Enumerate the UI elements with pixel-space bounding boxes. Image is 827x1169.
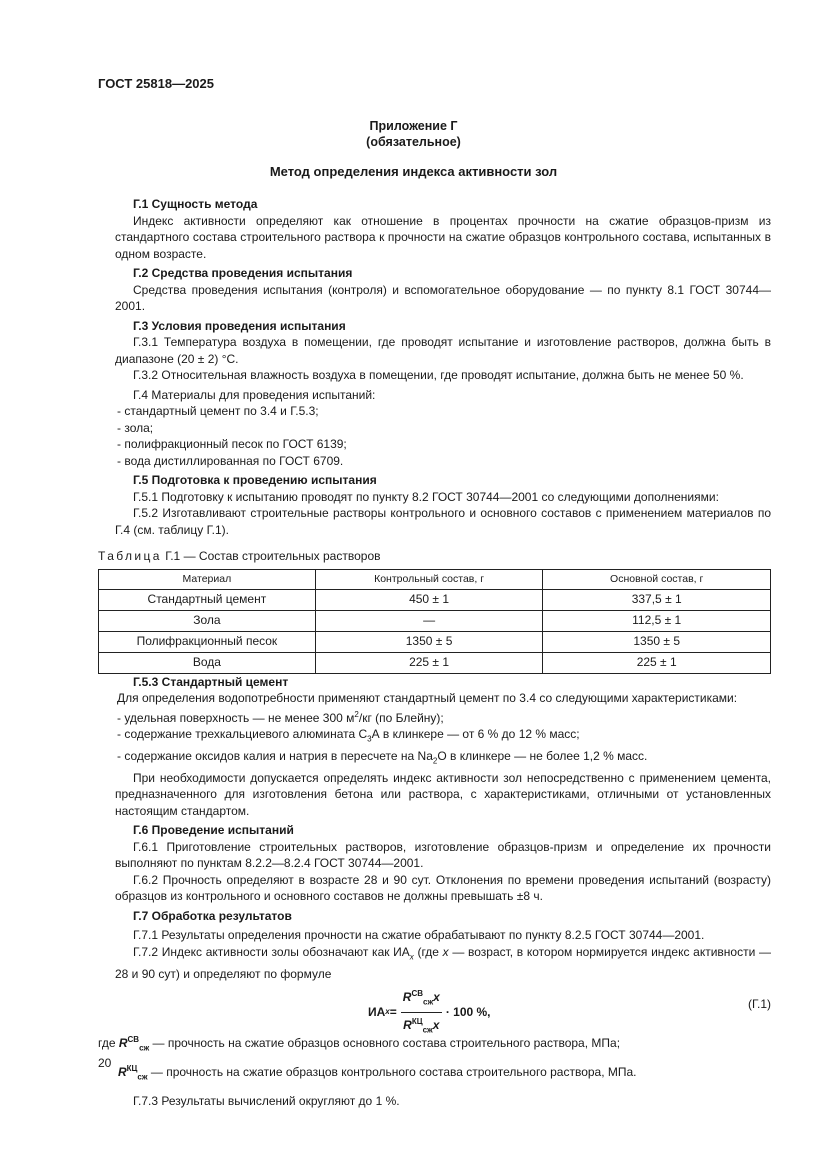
table-row bbox=[99, 610, 771, 631]
list-item: - стандартный цемент по 3.4 и Г.5.3; bbox=[117, 404, 319, 418]
page-number: 20 bbox=[98, 1056, 112, 1070]
formula-fraction: $\frac{R^{СВ}_{сж}x}{R^{КЦ}_{сж}x}$ bbox=[401, 986, 442, 1039]
list-item: - зола; bbox=[117, 420, 154, 435]
paragraph: Г.3.2 Относительная влажность воздуха в помещении, где проводят испытание, должна быть не менее 50 %. bbox=[133, 368, 744, 382]
list-item: - удельная поверхность — не менее 300 $м^2/кг$ (по Блейну); bbox=[117, 709, 444, 725]
table-row bbox=[99, 631, 771, 652]
table-header-cell: Основной состав, г bbox=[543, 569, 771, 589]
appendix-title: Приложение Г bbox=[369, 119, 458, 133]
variable-definition: $R^{КЦ}_{сж}$ — прочность на сжатие образцов контрольного состава строительного раствора, МПа. bbox=[118, 1063, 637, 1081]
formula-block bbox=[115, 982, 771, 1035]
table-cell: 225 ± 1 bbox=[543, 652, 771, 673]
paragraph: Г.3.1 Температура воздуха в помещении, где проводят испытание и изготовление растворов, должна быть в диапазоне (20 ± 2) °С. bbox=[115, 335, 771, 366]
table-caption-word: Таблица bbox=[98, 549, 162, 563]
table-header-cell: Контрольный состав, г bbox=[315, 569, 543, 589]
table-row bbox=[99, 652, 771, 673]
appendix-note: (обязательное) bbox=[366, 135, 461, 149]
section-heading: Г.7 Обработка результатов bbox=[133, 908, 292, 923]
formula: ИА x = $\frac{R^{СВ}_{сж}x}{R^{КЦ}_{сж}x}$ · 100 %, bbox=[368, 986, 491, 1039]
table-cell: 337,5 ± 1 bbox=[543, 589, 771, 610]
table-cell: Полифракционный песок bbox=[99, 631, 316, 652]
table-cell: 1350 ± 5 bbox=[543, 631, 771, 652]
paragraph: Г.7.3 Результаты вычислений округляют до 1 %. bbox=[133, 1093, 400, 1108]
main-title: Метод определения индекса активности зол bbox=[269, 164, 558, 179]
table-cell: Стандартный цемент bbox=[99, 589, 316, 610]
variable-definition: где $R^{СВ}_{сж}$ — прочность на сжатие образцов основного состава строительного раствора, МПа; bbox=[98, 1035, 621, 1053]
formula-number: (Г.1) bbox=[747, 997, 771, 1012]
paragraph: Средства проведения испытания (контроля) и вспомогательное оборудование — по пункту 8.1 ГОСТ 30744—2001. bbox=[115, 282, 771, 313]
table-cell: 112,5 ± 1 bbox=[543, 610, 771, 631]
paragraph: Г.7.2 Индекс активности золы обозначают как $ИА_x$ (где x — возраст, в котором нормируется индекс активности — 28 и 90 сут) и определяют по формуле bbox=[115, 944, 771, 981]
table-cell: — bbox=[315, 610, 543, 631]
list-item: - содержание трехкальциевого алюмината $С_3А$ в клинкере — от 6 % до 12 % масс; bbox=[117, 727, 580, 744]
list-item: - вода дистиллированная по ГОСТ 6709. bbox=[117, 453, 344, 468]
paragraph: Для определения водопотребности применяют стандартный цемент по 3.4 со следующими характеристиками: bbox=[117, 691, 738, 705]
paragraph: При необходимости допускается определять индекс активности зол непосредственно с применением цемента, предназначенного для изготовления бетона или раствора, с характеристиками, отличными от установленных настоящим стандартом. bbox=[115, 770, 771, 818]
section-heading: Г.5.3 Стандартный цемент bbox=[133, 674, 289, 689]
section-heading: Г.1 Сущность метода bbox=[133, 197, 258, 211]
section-heading: Г.2 Средства проведения испытания bbox=[133, 266, 353, 280]
paragraph: Г.5.1 Подготовку к испытанию проводят по пункту 8.2 ГОСТ 30744—2001 со следующими дополнениями: bbox=[133, 489, 719, 504]
section-heading: Г.5 Подготовка к проведению испытания bbox=[133, 473, 377, 487]
table-row bbox=[99, 589, 771, 610]
table-caption bbox=[98, 548, 771, 565]
table-cell: 1350 ± 5 bbox=[315, 631, 543, 652]
document-code: ГОСТ 25818—2025 bbox=[98, 76, 214, 91]
paragraph: Индекс активности определяют как отношение в процентах прочности на сжатие образцов-призм из стандартного состава строительного раствора к прочности на сжатие образцов контрольного состава, испытанных в одном возрасте. bbox=[115, 213, 771, 261]
paragraph: Г.4 Материалы для проведения испытаний: bbox=[133, 387, 376, 402]
paragraph: Г.6.2 Прочность определяют в возрасте 28 и 90 сут. Отклонения по времени проведения испытаний (возрасту) образцов из контрольного и основного составов не должны превышать ±8 ч. bbox=[115, 872, 771, 904]
table-header-cell: Материал bbox=[99, 569, 316, 589]
list-item: - полифракционный песок по ГОСТ 6139; bbox=[117, 437, 347, 451]
paragraph: Г.7.1 Результаты определения прочности на сжатие обрабатывают по пункту 8.2.5 ГОСТ 30744—2001. bbox=[133, 928, 705, 943]
appendix-heading bbox=[0, 118, 827, 150]
list-item: - содержание оксидов калия и натрия в пересчете на $Na_2О$ в клинкере — не более 1,2 % масс. bbox=[117, 748, 648, 766]
table-caption-text: Г.1 — Состав строительных растворов bbox=[161, 549, 381, 563]
table-header-row bbox=[99, 569, 771, 589]
table-cell: 225 ± 1 bbox=[315, 652, 543, 673]
section-heading: Г.3 Условия проведения испытания bbox=[133, 318, 346, 333]
document-body bbox=[98, 196, 771, 1109]
paragraph: Г.5.2 Изготавливают строительные растворы контрольного и основного составов с применением материалов по Г.4 (см. таблицу Г.1). bbox=[115, 506, 771, 537]
paragraph: Г.6.1 Приготовление строительных растворов, изготовление образцов-призм и определение их прочности выполняют по пунктам 8.2.2—8.2.4 ГОСТ 30744—2001. bbox=[115, 839, 771, 871]
composition-table bbox=[98, 569, 771, 674]
section-heading: Г.6 Проведение испытаний bbox=[133, 823, 294, 838]
table-cell: 450 ± 1 bbox=[315, 589, 543, 610]
table-cell: Вода bbox=[99, 652, 316, 673]
table-cell: Зола bbox=[99, 610, 316, 631]
